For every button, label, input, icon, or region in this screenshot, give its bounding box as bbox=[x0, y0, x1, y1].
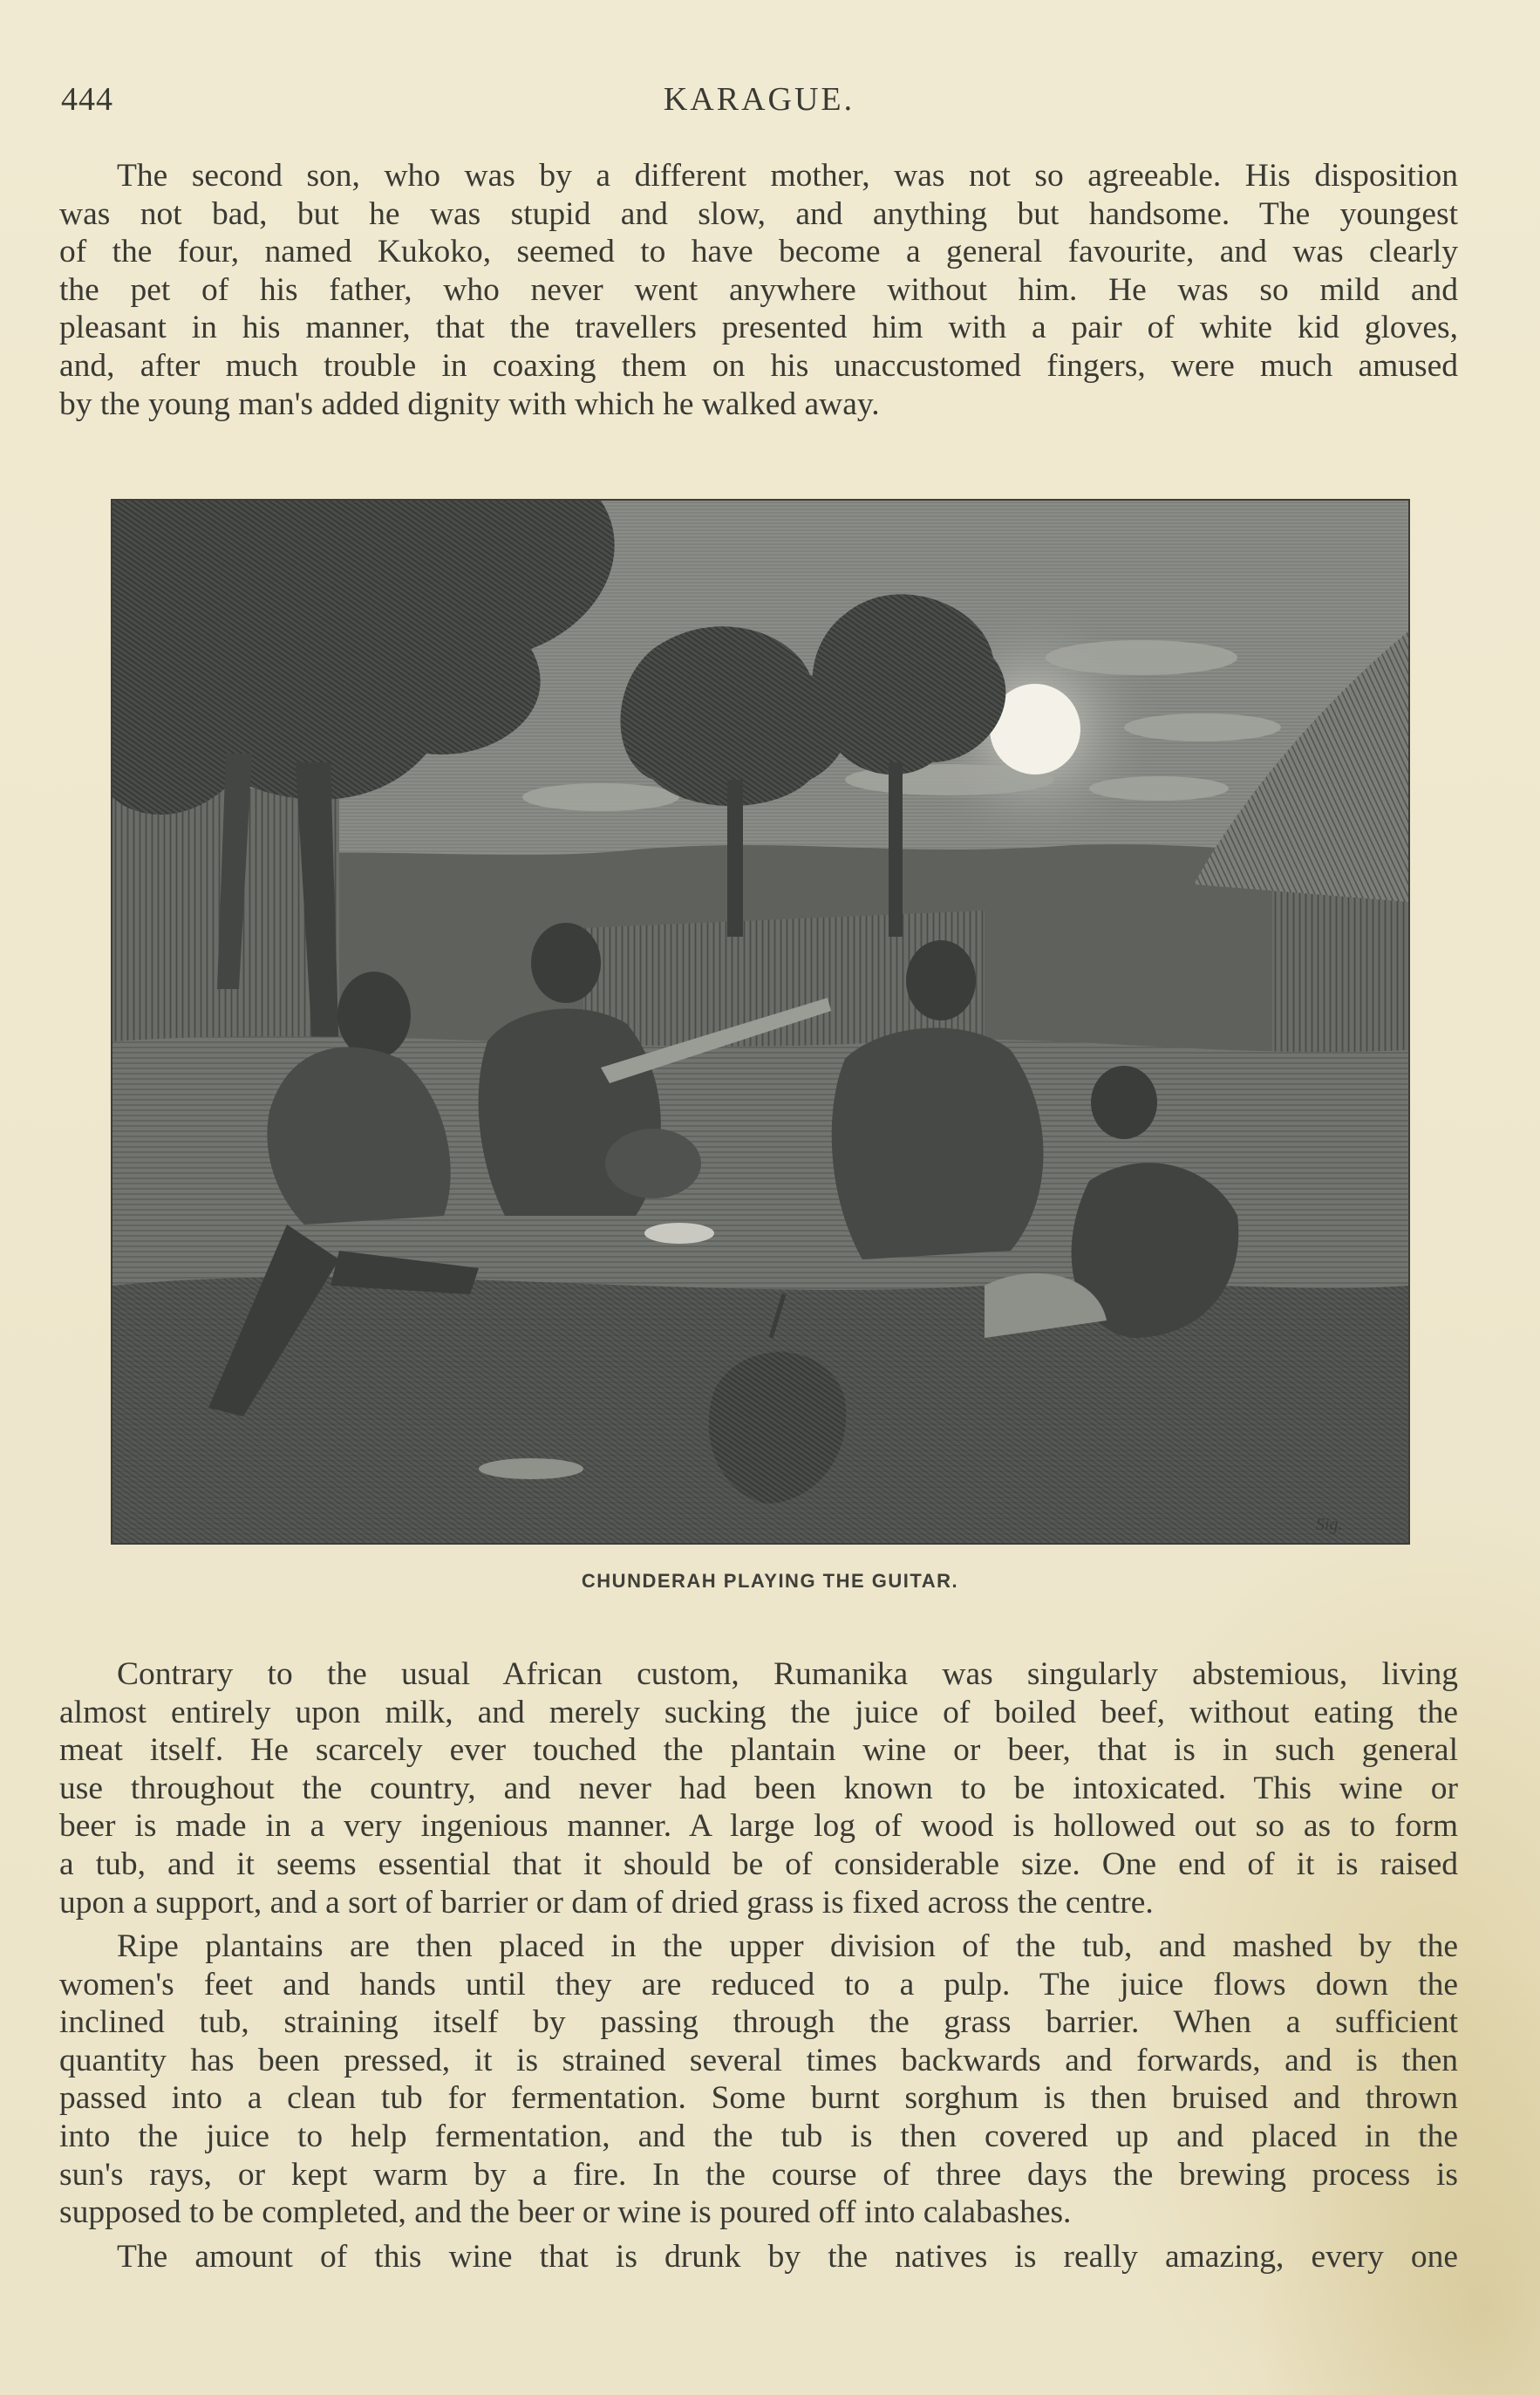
text-line: quantity has been pressed, it is strained several times backwards and forwards, and is then bbox=[59, 2042, 1458, 2078]
text-line: Contrary to the usual African custom, Rumanika was singularly abstemious, living bbox=[117, 1656, 1458, 1692]
text-line: a tub, and it seems essential that it should be of considerable size. One end of it is raised bbox=[59, 1846, 1458, 1882]
text-line: by the young man's added dignity with which he walked away. bbox=[59, 386, 880, 422]
text-line: sun's rays, or kept warm by a fire. In the course of three days the brewing process is bbox=[59, 2156, 1458, 2193]
paragraph-wine-amount bbox=[59, 2238, 1458, 2276]
paragraph-rumanika bbox=[59, 1655, 1458, 1921]
paragraph-plantains bbox=[59, 1928, 1458, 2232]
text-line: of the four, named Kukoko, seemed to have become a general favourite, and was clearly bbox=[59, 234, 1458, 270]
text-line: Ripe plantains are then placed in the upper division of the tub, and mashed by the bbox=[117, 1928, 1458, 1964]
text-line: inclined tub, straining itself by passing through the grass barrier. When a sufficient bbox=[59, 2004, 1458, 2041]
engraving-artwork bbox=[112, 501, 1408, 1543]
text-line: women's feet and hands until they are reduced to a pulp. The juice flows down the bbox=[59, 1966, 1458, 2003]
text-line: passed into a clean tub for fermentation. Some burnt sorghum is then bruised and thrown bbox=[59, 2080, 1458, 2117]
engraver-signature: Sig. bbox=[1316, 1515, 1343, 1534]
light-patch bbox=[644, 1223, 714, 1244]
engraving-illustration bbox=[111, 499, 1410, 1545]
text-line: was not bad, but he was stupid and slow, and anything but handsome. The youngest bbox=[59, 195, 1458, 232]
running-title: KARAGUE. bbox=[663, 81, 855, 118]
text-line: pleasant in his manner, that the travellers presented him with a pair of white kid gloves, bbox=[59, 310, 1458, 346]
text-line: almost entirely upon milk, and merely sucking the juice of boiled beef, without eating the bbox=[59, 1694, 1458, 1730]
page-number: 444 bbox=[61, 81, 113, 118]
text-line: beer is made in a very ingenious manner. A large log of wood is hollowed out so as to form bbox=[59, 1808, 1458, 1845]
text-line: The second son, who was by a different mother, was not so agreeable. His disposition bbox=[117, 158, 1458, 194]
text-line: and, after much trouble in coaxing them on his unaccustomed fingers, were much amused bbox=[59, 347, 1458, 384]
running-head bbox=[61, 80, 1457, 124]
text-line: upon a support, and a sort of barrier or dam of dried grass is fixed across the centre. bbox=[59, 1884, 1154, 1921]
text-line: use throughout the country, and never had been known to be intoxicated. This wine or bbox=[59, 1770, 1458, 1806]
paragraph-second-son bbox=[59, 157, 1458, 423]
text-line: The amount of this wine that is drunk by the natives is really amazing, every one bbox=[117, 2239, 1458, 2275]
text-line: the pet of his father, who never went anywhere without him. He was so mild and bbox=[59, 271, 1458, 308]
text-line: supposed to be completed, and the beer or wine is poured off into calabashes. bbox=[59, 2194, 1072, 2231]
text-line: meat itself. He scarcely ever touched the plantain wine or beer, that is in such general bbox=[59, 1732, 1458, 1769]
text-line: into the juice to help fermentation, and the tub is then covered up and placed in the bbox=[59, 2118, 1458, 2154]
illustration-caption: CHUNDERAH PLAYING THE GUITAR. bbox=[581, 1570, 959, 1592]
